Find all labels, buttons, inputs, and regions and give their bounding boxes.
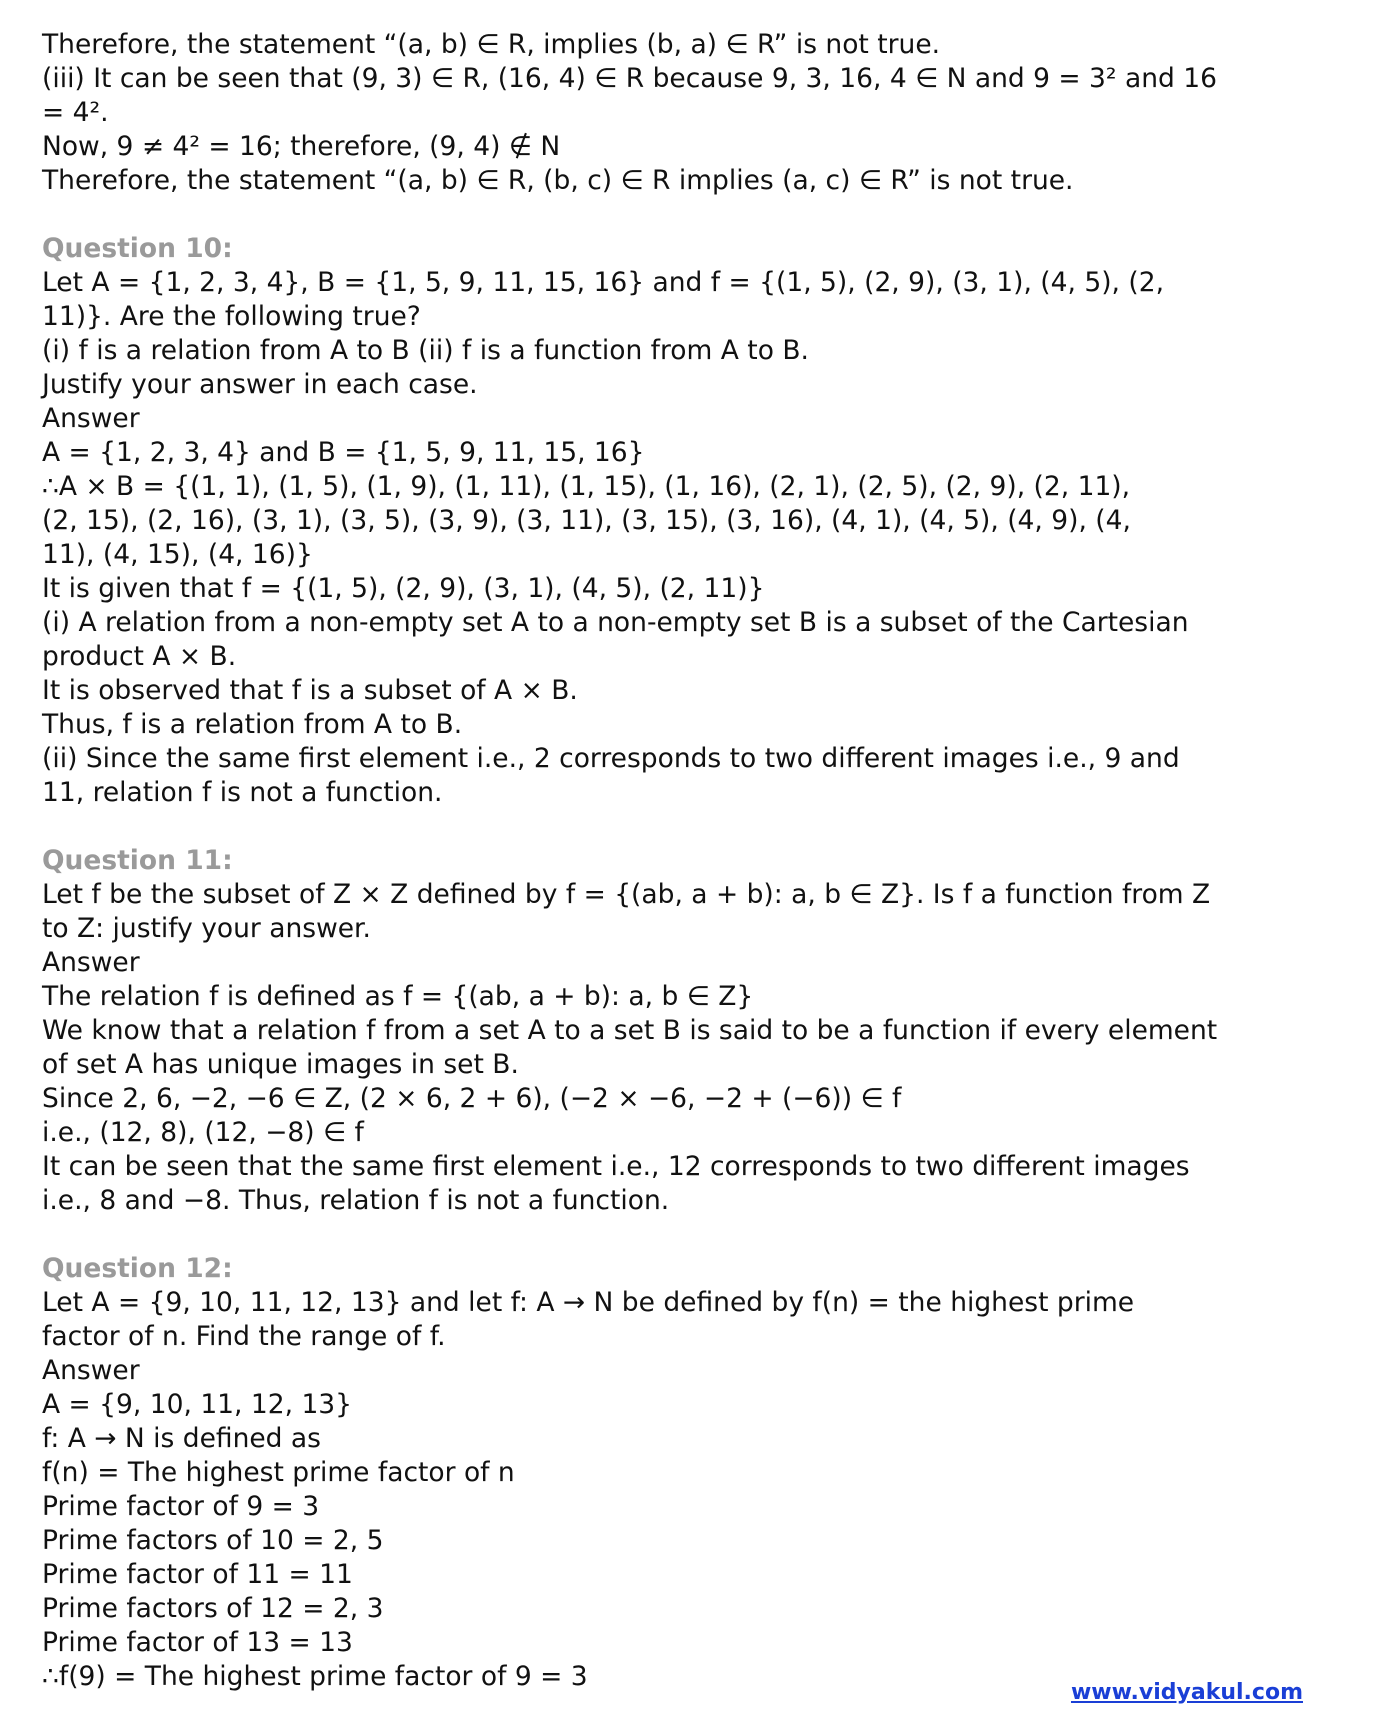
text-line: (i) A relation from a non-empty set A to a non-empty set B is a subset of the Cartesian — [42, 607, 1189, 638]
text-line: i.e., (12, 8), (12, −8) ∈ f — [42, 1117, 364, 1148]
answer-label: Answer — [42, 1355, 140, 1386]
text-line: Now, 9 ≠ 4² = 16; therefore, (9, 4) ∉ N — [42, 131, 561, 162]
text-line: Prime factor of 11 = 11 — [42, 1559, 353, 1590]
text-line: The relation f is defined as f = {(ab, a + b): a, b ∈ Z} — [42, 981, 754, 1012]
text-line: 11)}. Are the following true? — [42, 301, 421, 332]
spacer — [42, 198, 1342, 232]
text-line: product A × B. — [42, 641, 237, 672]
text-line: f(n) = The highest prime factor of n — [42, 1457, 515, 1488]
answer-label: Answer — [42, 403, 140, 434]
text-line: It is given that f = {(1, 5), (2, 9), (3, 1), (4, 5), (2, 11)} — [42, 573, 765, 604]
text-line: Let A = {9, 10, 11, 12, 13} and let f: A → N be defined by f(n) = the highest prime — [42, 1287, 1135, 1318]
text-line: f: A → N is defined as — [42, 1423, 321, 1454]
text-line: factor of n. Find the range of f. — [42, 1321, 446, 1352]
text-line: Prime factors of 12 = 2, 3 — [42, 1593, 384, 1624]
question-10-heading: Question 10: — [42, 233, 233, 264]
text-line: We know that a relation f from a set A to a set B is said to be a function if every element — [42, 1015, 1218, 1046]
text-line: Prime factors of 10 = 2, 5 — [42, 1525, 384, 1556]
spacer — [42, 1218, 1342, 1252]
text-line: A = {1, 2, 3, 4} and B = {1, 5, 9, 11, 15, 16} — [42, 437, 645, 468]
website-link[interactable]: www.vidyakul.com — [1070, 1680, 1303, 1705]
text-line: (i) f is a relation from A to B (ii) f is a function from A to B. — [42, 335, 809, 366]
text-line: Since 2, 6, −2, −6 ∈ Z, (2 × 6, 2 + 6), (−2 × −6, −2 + (−6)) ∈ f — [42, 1083, 902, 1114]
text-line: 11), (4, 15), (4, 16)} — [42, 539, 313, 570]
text-line: (2, 15), (2, 16), (3, 1), (3, 5), (3, 9), (3, 11), (3, 15), (3, 16), (4, 1), (4, 5), (4, 9), (4, — [42, 505, 1131, 536]
spacer — [42, 810, 1342, 844]
text-line: (ii) Since the same first element i.e., 2 corresponds to two different images i.e., 9 and — [42, 743, 1180, 774]
text-line: = 4². — [42, 97, 109, 128]
text-line: It can be seen that the same first element i.e., 12 corresponds to two different images — [42, 1151, 1190, 1182]
text-line: Let A = {1, 2, 3, 4}, B = {1, 5, 9, 11, 15, 16} and f = {(1, 5), (2, 9), (3, 1), (4, 5), (2, — [42, 267, 1165, 298]
answer-label: Answer — [42, 947, 140, 978]
text-line: ∴A × B = {(1, 1), (1, 5), (1, 9), (1, 11), (1, 15), (1, 16), (2, 1), (2, 5), (2, 9), (2, 11), — [42, 471, 1131, 502]
text-line: ∴f(9) = The highest prime factor of 9 = 3 — [42, 1661, 588, 1692]
text-line: Justify your answer in each case. — [42, 369, 478, 400]
text-line: of set A has unique images in set B. — [42, 1049, 519, 1080]
text-line: Let f be the subset of Z × Z defined by f = {(ab, a + b): a, b ∈ Z}. Is f a function from Z — [42, 879, 1211, 910]
text-line: Prime factor of 13 = 13 — [42, 1627, 353, 1658]
text-line: i.e., 8 and −8. Thus, relation f is not a function. — [42, 1185, 670, 1216]
text-line: (iii) It can be seen that (9, 3) ∈ R, (16, 4) ∈ R because 9, 3, 16, 4 ∈ N and 9 = 3² and 16 — [42, 63, 1217, 94]
text-line: Prime factor of 9 = 3 — [42, 1491, 320, 1522]
text-line: It is observed that f is a subset of A × B. — [42, 675, 578, 706]
text-line: Therefore, the statement “(a, b) ∈ R, implies (b, a) ∈ R” is not true. — [42, 29, 941, 60]
text-line: Thus, f is a relation from A to B. — [42, 709, 463, 740]
text-line: to Z: justify your answer. — [42, 913, 371, 944]
text-line: Therefore, the statement “(a, b) ∈ R, (b, c) ∈ R implies (a, c) ∈ R” is not true. — [42, 165, 1074, 196]
document-page — [42, 28, 1342, 1694]
text-line: 11, relation f is not a function. — [42, 777, 443, 808]
text-line: A = {9, 10, 11, 12, 13} — [42, 1389, 353, 1420]
question-12-heading: Question 12: — [42, 1253, 233, 1284]
question-11-heading: Question 11: — [42, 845, 233, 876]
